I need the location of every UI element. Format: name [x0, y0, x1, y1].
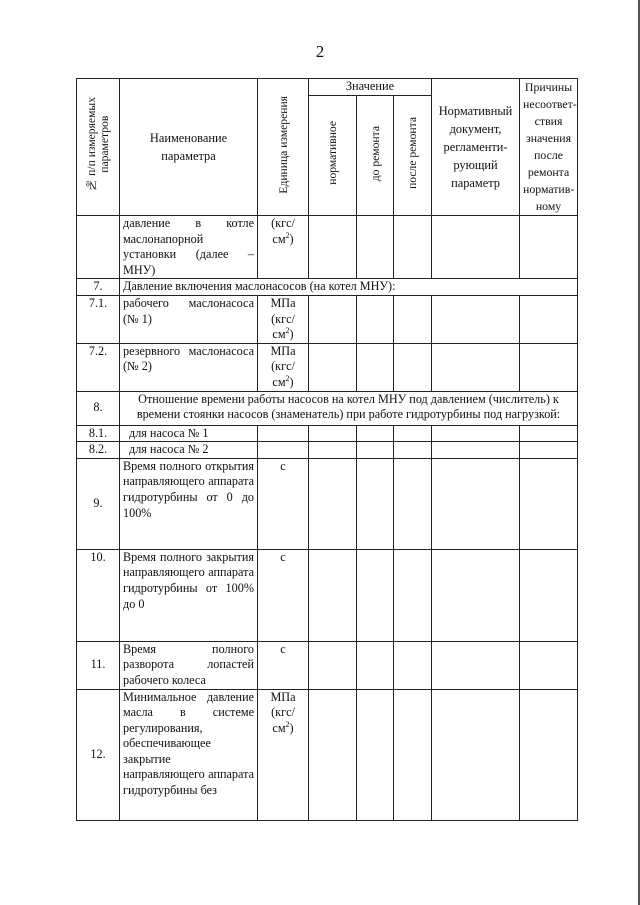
header-unit: Единица измерения: [258, 79, 309, 216]
table-row: [77, 689, 578, 820]
table-row: [77, 343, 578, 391]
row-num: 8.2.: [77, 442, 120, 459]
table-row: [77, 279, 578, 296]
header-value-normative: нормативное: [309, 96, 357, 216]
row-name: давление в котле маслонапорной установки (далее – МНУ): [120, 216, 258, 279]
row-unit: МПа (кгс/ $см^2$): [258, 295, 309, 343]
row-num: 11.: [77, 641, 120, 689]
row-unit: МПа (кгс/ $см^2$): [258, 343, 309, 391]
row-unit: с: [258, 458, 309, 549]
table-row: [77, 391, 578, 425]
table-row: [77, 549, 578, 641]
header-doc: Нормативный документ, регламенти- рующий параметр: [432, 79, 520, 216]
row-unit: с: [258, 549, 309, 641]
row-num: [77, 216, 120, 279]
table-row: [77, 425, 578, 442]
row-num: 10.: [77, 549, 120, 641]
row-section-title: Отношение времени работы насосов на котел МНУ под давлением (числитель) к времени стоянки насосов (знаменатель) при работе гидротурбины под нагрузкой:: [120, 391, 578, 425]
table-row: [77, 458, 578, 549]
row-section-title: Давление включения маслонасосов (на котел МНУ):: [120, 279, 578, 296]
row-num: 7.2.: [77, 343, 120, 391]
row-name: Время полного закрытия направляющего аппарата гидротурбины от 100% до 0: [120, 549, 258, 641]
header-value-group: Значение: [309, 79, 432, 96]
row-num: 8.1.: [77, 425, 120, 442]
row-name: Минимальное давление масла в системе регулирования, обеспечивающее закрытие направляющего аппарата гидротурбины без: [120, 689, 258, 820]
table-row: [77, 641, 578, 689]
header-value-before: до ремонта: [357, 96, 394, 216]
row-name: Время полного разворота лопастей рабочего колеса: [120, 641, 258, 689]
header-reason: Причины несоответ- ствия значения после ремонта норматив- ному: [520, 79, 578, 216]
table-row: [77, 295, 578, 343]
row-num: 12.: [77, 689, 120, 820]
row-num: 7.: [77, 279, 120, 296]
header-value-after: после ремонта: [394, 96, 432, 216]
table-row: [77, 216, 578, 279]
row-name: для насоса № 1: [120, 425, 258, 442]
row-num: 8.: [77, 391, 120, 425]
row-unit: с: [258, 641, 309, 689]
row-name: для насоса № 2: [120, 442, 258, 459]
row-name: рабочего маслонасоса (№ 1): [120, 295, 258, 343]
row-num: 9.: [77, 458, 120, 549]
row-name: резервного маслонасоса (№ 2): [120, 343, 258, 391]
row-unit: МПа (кгс/ $см^2$): [258, 689, 309, 820]
parameters-table: [76, 78, 578, 821]
header-num: № п/п измеряемых параметров: [77, 79, 120, 216]
table-row: [77, 442, 578, 459]
row-name: Время полного открытия направляющего аппарата гидротурбины от 0 до 100%: [120, 458, 258, 549]
row-num: 7.1.: [77, 295, 120, 343]
row-unit: (кгс/ $см^2$): [258, 216, 309, 279]
header-name: Наименование параметра: [120, 79, 258, 216]
page-number: 2: [315, 42, 325, 61]
